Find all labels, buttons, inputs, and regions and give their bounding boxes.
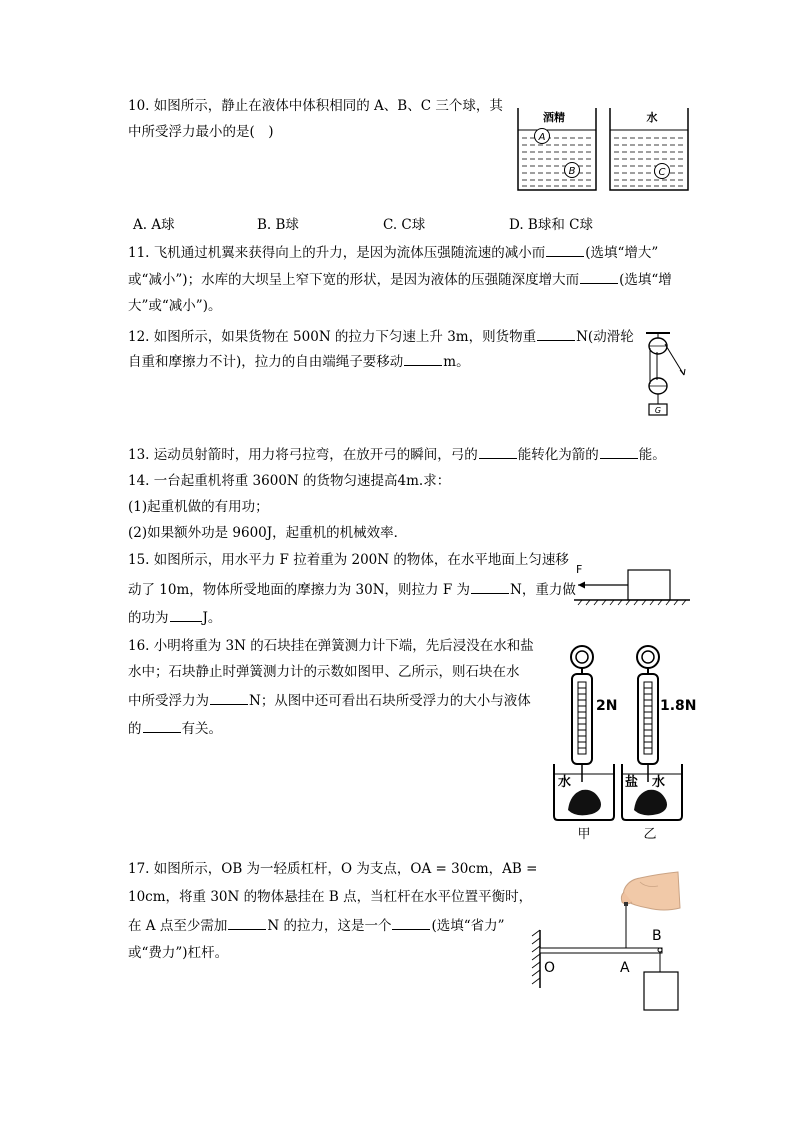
q15-line2-part2: N，重力做: [510, 582, 576, 598]
q12-line2-part2: m。: [443, 354, 470, 370]
q12-line1-part1: 12. 如图所示，如果货物在 500N 的拉力下匀速上升 3m，则货物重: [128, 329, 537, 345]
q16-text-line1: 16. 小明将重为 3N 的石块挂在弹簧测力计下端，先后浸没在水和盐: [128, 638, 534, 654]
q16-text-line4: [128, 719, 222, 738]
q13-line1-part2: 能转化为箭的: [517, 447, 599, 463]
alcohol-label: 酒精: [543, 111, 565, 124]
q15-text-line3: [128, 608, 221, 627]
answer-blank: [580, 270, 618, 284]
q17-line3-part2: N 的拉力，这是一个: [267, 918, 392, 934]
q15-figure-block: [570, 560, 694, 608]
q10-figure-containers: [510, 100, 696, 195]
q11-text-line2: [128, 270, 672, 289]
q10-text-line1: 10. 如图所示，静止在液体中体积相同的 A、B、C 三个球，其: [128, 98, 503, 114]
q16-line4-part2: 有关。: [181, 721, 222, 737]
answer-blank: [537, 327, 575, 341]
q15-line2-part1: 动了 10m，物体所受地面的摩擦力为 30N，则拉力 F 为: [128, 582, 471, 598]
answer-blank: [143, 719, 181, 733]
answer-blank: [210, 691, 248, 705]
label-a: A: [620, 960, 630, 976]
caption-right: 乙: [643, 827, 657, 840]
answer-blank: [479, 445, 517, 459]
q16-line3-part2: N；从图中还可看出石块所受浮力的大小与液体: [249, 693, 531, 709]
q12-text-line1: [128, 327, 634, 346]
answer-blank: [546, 243, 584, 257]
beaker-left-label: 水: [558, 775, 572, 790]
q10-option-b: B. B球: [257, 217, 299, 233]
q17-text-line3: [128, 916, 505, 935]
q16-text-line2: 水中；石块静止时弹簧测力计的示数如图甲、乙所示，则石块在水: [128, 664, 520, 680]
q12-text-line2: [128, 352, 470, 371]
caption-left: 甲: [577, 827, 591, 840]
answer-blank: [228, 916, 266, 930]
label-b: B: [652, 928, 662, 944]
q14-text-line1: 14. 一台起重机将重 3600N 的货物匀速提高4m.求：: [128, 473, 451, 489]
hand-icon: [621, 872, 680, 910]
q11-line2-part1: 或“减小”)；水库的大坝呈上窄下宽的形状，是因为液体的压强随深度增大而: [128, 272, 580, 288]
weight-g-label: G: [654, 406, 662, 415]
q11-line2-part2: (选填“增: [619, 272, 672, 288]
q13-text-line1: [128, 445, 666, 464]
ball-c-label: C: [658, 167, 666, 178]
q17-text-line1: 17. 如图所示，OB 为一轻质杠杆，O 为支点，OA = 30cm，AB =: [128, 861, 538, 877]
answer-blank: [600, 445, 638, 459]
answer-blank: [404, 352, 442, 366]
beaker-right-label-2: 水: [652, 775, 666, 790]
force-f-label: F: [576, 563, 583, 576]
q17-figure-lever: [528, 868, 684, 1016]
beaker-right-label-1: 盐: [625, 775, 639, 790]
answer-blank: [471, 580, 509, 594]
ball-b-label: B: [568, 166, 576, 177]
label-o: O: [544, 960, 556, 976]
q11-text-line1: [128, 243, 658, 262]
q16-figure-spring-scales: [548, 640, 708, 840]
water-label: 水: [646, 111, 658, 124]
q16-text-line3: [128, 691, 531, 710]
q11-text-line3: 大”或“减小”)。: [128, 298, 222, 314]
q10-option-d: D. B球和 C球: [509, 217, 593, 233]
q17-line3-part1: 在 A 点至少需加: [128, 918, 228, 934]
q17-text-line2: 10cm，将重 30N 的物体悬挂在 B 点，当杠杆在水平位置平衡时，: [128, 889, 533, 905]
q13-line1-part1: 13. 运动员射箭时，用力将弓拉弯，在放开弓的瞬间，弓的: [128, 447, 478, 463]
spring-scale-right: [622, 646, 697, 840]
q16-line4-part1: 的: [128, 721, 142, 737]
q10-text-line2: 中所受浮力最小的是( ): [128, 124, 274, 140]
q17-text-line4: 或“费力”)杠杆。: [128, 945, 229, 961]
answer-blank: [392, 916, 430, 930]
q12-line2-part1: 自重和摩擦力不计)，拉力的自由端绳子要移动: [128, 354, 404, 370]
q14-text-line3: (2)如果额外功是 9600J，起重机的机械效率．: [128, 525, 408, 541]
q17-line3-part3: (选填“省力”: [431, 918, 505, 934]
q10-option-a: A. A球: [133, 217, 175, 233]
reading-left: 2N: [596, 698, 618, 714]
reading-right: 1.8N: [660, 698, 697, 714]
q15-line3-part1: 的功为: [128, 610, 169, 626]
q15-text-line2: [128, 580, 576, 599]
q16-line3-part1: 中所受浮力为: [128, 693, 209, 709]
alcohol-container: [518, 108, 596, 190]
q14-text-line2: (1)起重机做的有用功；: [128, 499, 269, 515]
q13-line1-part3: 能。: [638, 447, 666, 463]
q15-line3-part2: J。: [202, 610, 222, 626]
answer-blank: [170, 608, 202, 622]
q12-line1-part2: N(动滑轮: [576, 329, 634, 345]
q11-line1-part1: 11. 飞机通过机翼来获得向上的升力，是因为流体压强随流速的减小而: [128, 245, 546, 261]
q10-option-c: C. C球: [383, 217, 426, 233]
q11-line1-part2: (选填“增大”: [585, 245, 659, 261]
water-container: [610, 108, 688, 190]
spring-scale-left: [554, 646, 617, 840]
q15-text-line1: 15. 如图所示，用水平力 F 拉着重为 200N 的物体，在水平地面上匀速移: [128, 552, 569, 568]
q12-figure-pulley: [636, 330, 698, 418]
ball-a-label: A: [538, 132, 546, 143]
